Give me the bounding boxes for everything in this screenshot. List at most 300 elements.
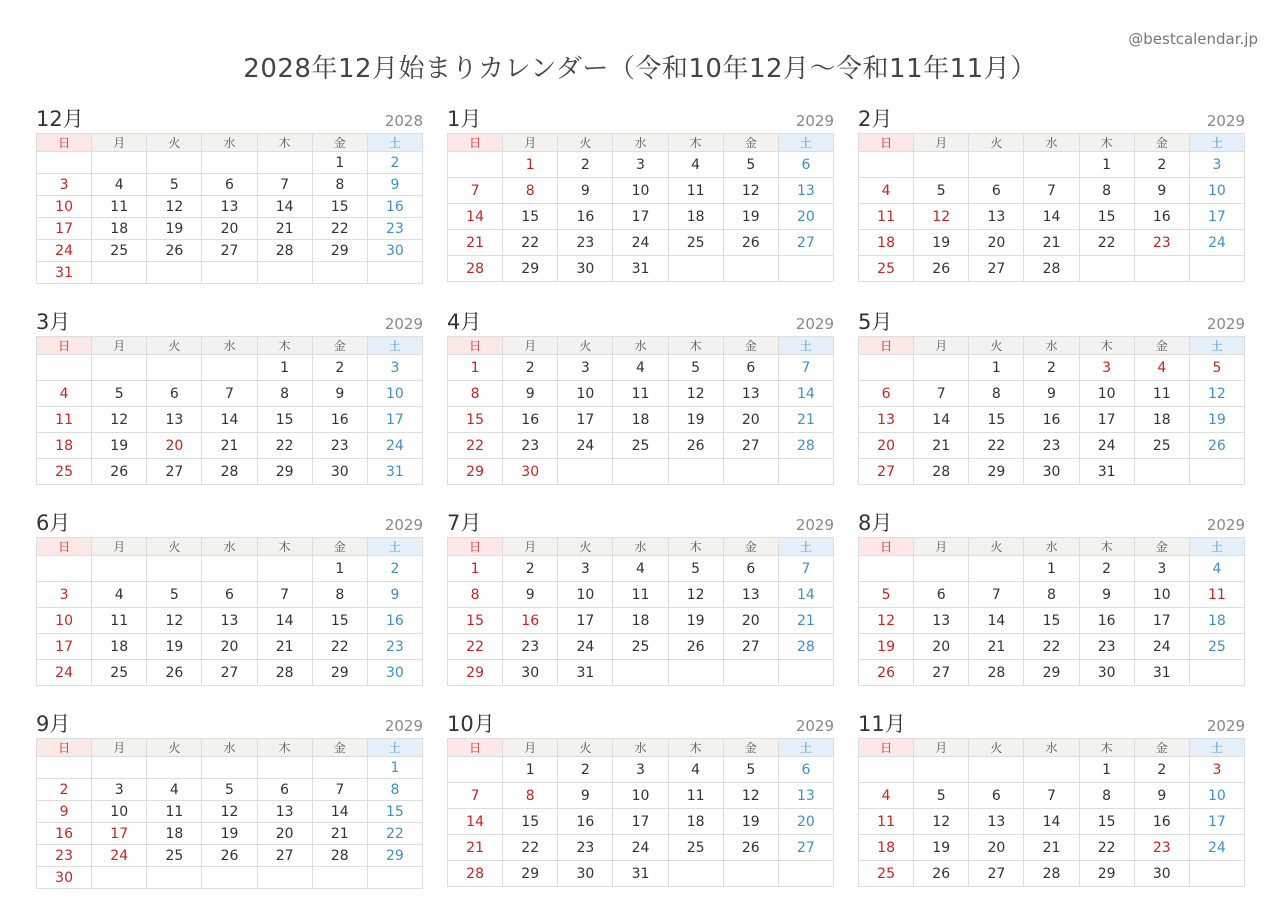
day-cell: 19 <box>668 608 723 634</box>
empty-day-cell <box>1134 459 1189 485</box>
day-cell: 29 <box>257 459 312 485</box>
day-cell: 29 <box>503 256 558 282</box>
month-header <box>858 107 1245 131</box>
weekday-label: 木 <box>668 739 723 757</box>
day-cell: 16 <box>1079 608 1134 634</box>
empty-day-cell <box>668 861 723 887</box>
weekday-label: 火 <box>147 134 202 152</box>
day-cell: 23 <box>558 835 613 861</box>
day-cell: 21 <box>914 433 969 459</box>
day-cell: 26 <box>147 660 202 686</box>
day-cell: 9 <box>1024 381 1079 407</box>
day-cell: 24 <box>1079 433 1134 459</box>
day-cell: 14 <box>257 608 312 634</box>
month-calendar <box>447 511 834 686</box>
weekday-label: 土 <box>1189 538 1244 556</box>
day-cell: 6 <box>914 582 969 608</box>
day-cell: 12 <box>202 801 257 823</box>
day-cell: 16 <box>558 809 613 835</box>
empty-day-cell <box>778 660 833 686</box>
day-cell: 2 <box>1134 152 1189 178</box>
day-cell: 8 <box>1079 178 1134 204</box>
day-cell: 5 <box>723 152 778 178</box>
month-name: 9月 <box>36 712 71 736</box>
empty-day-cell <box>147 757 202 779</box>
weekday-label: 月 <box>503 134 558 152</box>
week-row <box>448 757 834 783</box>
weekday-label: 月 <box>914 134 969 152</box>
weekday-label: 土 <box>778 337 833 355</box>
day-cell: 14 <box>778 582 833 608</box>
empty-day-cell <box>367 867 422 889</box>
day-cell: 18 <box>1189 608 1244 634</box>
weekday-label: 金 <box>312 337 367 355</box>
day-cell: 18 <box>92 218 147 240</box>
week-row <box>859 835 1245 861</box>
day-cell: 5 <box>1189 355 1244 381</box>
day-cell: 2 <box>37 779 92 801</box>
day-cell: 20 <box>969 835 1024 861</box>
day-cell: 27 <box>257 845 312 867</box>
weekday-label: 金 <box>312 134 367 152</box>
day-cell: 7 <box>778 355 833 381</box>
month-name: 3月 <box>36 310 71 334</box>
month-header <box>36 712 423 736</box>
day-cell: 6 <box>257 779 312 801</box>
day-cell: 31 <box>613 256 668 282</box>
day-cell: 8 <box>503 178 558 204</box>
weekday-label: 水 <box>1024 337 1079 355</box>
empty-day-cell <box>202 355 257 381</box>
day-cell: 14 <box>312 801 367 823</box>
day-cell: 14 <box>1024 204 1079 230</box>
empty-day-cell <box>448 152 503 178</box>
month-name: 4月 <box>447 310 482 334</box>
month-year: 2029 <box>795 112 834 130</box>
month-calendar <box>36 712 423 889</box>
day-cell: 7 <box>257 174 312 196</box>
weekday-label: 水 <box>613 337 668 355</box>
empty-day-cell <box>202 757 257 779</box>
weekday-label: 月 <box>92 538 147 556</box>
day-cell: 5 <box>914 178 969 204</box>
day-cell: 15 <box>312 196 367 218</box>
day-cell: 18 <box>859 230 914 256</box>
day-cell: 16 <box>503 407 558 433</box>
day-cell: 17 <box>92 823 147 845</box>
day-cell: 26 <box>914 861 969 887</box>
empty-day-cell <box>778 256 833 282</box>
day-cell: 8 <box>448 381 503 407</box>
week-row <box>37 867 423 889</box>
month-year: 2029 <box>384 516 423 534</box>
week-row <box>37 174 423 196</box>
empty-day-cell <box>613 459 668 485</box>
day-cell: 20 <box>723 608 778 634</box>
day-cell: 5 <box>668 556 723 582</box>
day-cell: 11 <box>859 204 914 230</box>
day-cell: 21 <box>448 835 503 861</box>
day-cell: 17 <box>613 204 668 230</box>
day-cell: 29 <box>312 240 367 262</box>
week-row <box>37 660 423 686</box>
weekday-header-row <box>859 739 1245 757</box>
day-cell: 14 <box>448 809 503 835</box>
month-calendar <box>447 712 834 889</box>
day-cell: 9 <box>1134 178 1189 204</box>
weekday-label: 水 <box>613 134 668 152</box>
weekday-label: 水 <box>202 739 257 757</box>
week-row <box>859 230 1245 256</box>
day-cell: 2 <box>1079 556 1134 582</box>
weekday-label: 木 <box>1079 739 1134 757</box>
day-cell: 29 <box>312 660 367 686</box>
day-cell: 6 <box>778 757 833 783</box>
day-cell: 20 <box>723 407 778 433</box>
day-cell: 10 <box>558 381 613 407</box>
day-cell: 5 <box>914 783 969 809</box>
week-row <box>859 459 1245 485</box>
empty-day-cell <box>448 757 503 783</box>
weekday-label: 月 <box>914 739 969 757</box>
week-row <box>859 178 1245 204</box>
day-cell: 14 <box>257 196 312 218</box>
day-cell: 22 <box>969 433 1024 459</box>
page-title: 2028年12月始まりカレンダー（令和10年12月〜令和11年11月） <box>243 54 1037 84</box>
day-cell: 20 <box>202 634 257 660</box>
weekday-label: 月 <box>92 134 147 152</box>
weekday-label: 木 <box>668 337 723 355</box>
month-header <box>447 712 834 736</box>
day-cell: 17 <box>1189 809 1244 835</box>
day-cell: 4 <box>92 174 147 196</box>
month-year: 2029 <box>795 717 834 735</box>
day-cell: 16 <box>367 196 422 218</box>
day-cell: 10 <box>37 196 92 218</box>
empty-day-cell <box>723 256 778 282</box>
month-table <box>36 537 423 686</box>
day-cell: 3 <box>1189 152 1244 178</box>
day-cell: 23 <box>312 433 367 459</box>
empty-day-cell <box>914 757 969 783</box>
day-cell: 14 <box>914 407 969 433</box>
day-cell: 14 <box>448 204 503 230</box>
day-cell: 28 <box>312 845 367 867</box>
month-calendar <box>858 712 1245 889</box>
day-cell: 27 <box>147 459 202 485</box>
empty-day-cell <box>312 867 367 889</box>
day-cell: 18 <box>668 204 723 230</box>
empty-day-cell <box>257 262 312 284</box>
week-row <box>37 218 423 240</box>
day-cell: 11 <box>147 801 202 823</box>
day-cell: 24 <box>367 433 422 459</box>
day-cell: 21 <box>1024 835 1079 861</box>
day-cell: 11 <box>613 381 668 407</box>
empty-day-cell <box>668 660 723 686</box>
day-cell: 14 <box>1024 809 1079 835</box>
day-cell: 15 <box>503 204 558 230</box>
day-cell: 11 <box>92 608 147 634</box>
day-cell: 19 <box>668 407 723 433</box>
day-cell: 20 <box>778 204 833 230</box>
day-cell: 2 <box>558 152 613 178</box>
day-cell: 30 <box>503 459 558 485</box>
weekday-label: 水 <box>1024 134 1079 152</box>
weekday-label: 水 <box>202 337 257 355</box>
weekday-label: 火 <box>558 134 613 152</box>
day-cell: 3 <box>1134 556 1189 582</box>
day-cell: 7 <box>969 582 1024 608</box>
day-cell: 6 <box>969 783 1024 809</box>
weekday-label: 金 <box>1134 337 1189 355</box>
day-cell: 30 <box>1024 459 1079 485</box>
day-cell: 16 <box>1134 204 1189 230</box>
day-cell: 26 <box>914 256 969 282</box>
weekday-header-row <box>448 538 834 556</box>
day-cell: 18 <box>37 433 92 459</box>
day-cell: 13 <box>778 178 833 204</box>
day-cell: 23 <box>367 634 422 660</box>
empty-day-cell <box>202 867 257 889</box>
day-cell: 16 <box>1134 809 1189 835</box>
day-cell: 15 <box>1024 608 1079 634</box>
day-cell: 25 <box>613 634 668 660</box>
week-row <box>448 809 834 835</box>
week-row <box>448 459 834 485</box>
weekday-label: 日 <box>859 739 914 757</box>
day-cell: 27 <box>914 660 969 686</box>
empty-day-cell <box>914 355 969 381</box>
weekday-label: 金 <box>1134 538 1189 556</box>
week-row <box>37 845 423 867</box>
month-calendar <box>36 511 423 686</box>
day-cell: 9 <box>312 381 367 407</box>
month-calendar <box>447 310 834 485</box>
month-name: 1月 <box>447 107 482 131</box>
day-cell: 20 <box>778 809 833 835</box>
weekday-label: 月 <box>503 739 558 757</box>
day-cell: 26 <box>859 660 914 686</box>
week-row <box>37 757 423 779</box>
day-cell: 28 <box>1024 861 1079 887</box>
weekday-label: 木 <box>257 337 312 355</box>
weekday-header-row <box>859 538 1245 556</box>
day-cell: 4 <box>859 178 914 204</box>
day-cell: 27 <box>778 230 833 256</box>
day-cell: 31 <box>613 861 668 887</box>
day-cell: 28 <box>448 256 503 282</box>
day-cell: 12 <box>147 608 202 634</box>
day-cell: 5 <box>668 355 723 381</box>
weekday-label: 金 <box>312 538 367 556</box>
empty-day-cell <box>312 262 367 284</box>
day-cell: 22 <box>312 634 367 660</box>
day-cell: 15 <box>969 407 1024 433</box>
day-cell: 2 <box>367 556 422 582</box>
month-table <box>858 738 1245 887</box>
empty-day-cell <box>914 556 969 582</box>
day-cell: 11 <box>92 196 147 218</box>
week-row <box>859 355 1245 381</box>
week-row <box>37 634 423 660</box>
empty-day-cell <box>859 757 914 783</box>
day-cell: 1 <box>448 355 503 381</box>
weekday-label: 水 <box>1024 739 1079 757</box>
week-row <box>448 783 834 809</box>
day-cell: 24 <box>558 634 613 660</box>
day-cell: 13 <box>257 801 312 823</box>
day-cell: 22 <box>312 218 367 240</box>
day-cell: 17 <box>558 407 613 433</box>
day-cell: 28 <box>257 240 312 262</box>
month-name: 5月 <box>858 310 893 334</box>
empty-day-cell <box>778 459 833 485</box>
day-cell: 29 <box>448 660 503 686</box>
month-name: 7月 <box>447 511 482 535</box>
day-cell: 7 <box>1024 783 1079 809</box>
week-row <box>448 381 834 407</box>
day-cell: 17 <box>1134 608 1189 634</box>
weekday-label: 木 <box>668 134 723 152</box>
day-cell: 1 <box>1024 556 1079 582</box>
day-cell: 13 <box>202 196 257 218</box>
weekday-label: 土 <box>1189 337 1244 355</box>
day-cell: 15 <box>257 407 312 433</box>
month-year: 2029 <box>384 717 423 735</box>
day-cell: 23 <box>367 218 422 240</box>
day-cell: 29 <box>1024 660 1079 686</box>
weekday-label: 土 <box>778 538 833 556</box>
day-cell: 26 <box>202 845 257 867</box>
day-cell: 6 <box>202 174 257 196</box>
day-cell: 2 <box>1134 757 1189 783</box>
day-cell: 11 <box>668 178 723 204</box>
empty-day-cell <box>147 355 202 381</box>
weekday-header-row <box>37 538 423 556</box>
day-cell: 2 <box>367 152 422 174</box>
day-cell: 25 <box>1189 634 1244 660</box>
weekday-label: 日 <box>448 134 503 152</box>
day-cell: 2 <box>312 355 367 381</box>
day-cell: 6 <box>969 178 1024 204</box>
weekday-header-row <box>37 134 423 152</box>
week-row <box>859 256 1245 282</box>
weekday-label: 土 <box>778 739 833 757</box>
day-cell: 3 <box>367 355 422 381</box>
weekday-label: 日 <box>37 337 92 355</box>
day-cell: 11 <box>859 809 914 835</box>
weekday-label: 水 <box>613 538 668 556</box>
day-cell: 13 <box>859 407 914 433</box>
day-cell: 17 <box>367 407 422 433</box>
day-cell: 10 <box>558 582 613 608</box>
empty-day-cell <box>969 152 1024 178</box>
day-cell: 7 <box>257 582 312 608</box>
day-cell: 25 <box>668 230 723 256</box>
weekday-label: 火 <box>147 337 202 355</box>
month-header <box>36 107 423 131</box>
day-cell: 3 <box>558 556 613 582</box>
day-cell: 15 <box>367 801 422 823</box>
weekday-label: 水 <box>202 538 257 556</box>
day-cell: 12 <box>914 204 969 230</box>
day-cell: 31 <box>1134 660 1189 686</box>
day-cell: 31 <box>37 262 92 284</box>
day-cell: 7 <box>1024 178 1079 204</box>
day-cell: 24 <box>92 845 147 867</box>
day-cell: 27 <box>969 256 1024 282</box>
empty-day-cell <box>668 256 723 282</box>
day-cell: 9 <box>37 801 92 823</box>
empty-day-cell <box>202 152 257 174</box>
week-row <box>37 152 423 174</box>
weekday-label: 火 <box>969 739 1024 757</box>
day-cell: 21 <box>1024 230 1079 256</box>
week-row <box>859 407 1245 433</box>
weekday-label: 金 <box>312 739 367 757</box>
day-cell: 19 <box>147 218 202 240</box>
empty-day-cell <box>37 757 92 779</box>
day-cell: 19 <box>859 634 914 660</box>
week-row <box>448 256 834 282</box>
day-cell: 27 <box>202 660 257 686</box>
week-row <box>859 582 1245 608</box>
day-cell: 13 <box>914 608 969 634</box>
day-cell: 16 <box>558 204 613 230</box>
empty-day-cell <box>147 867 202 889</box>
day-cell: 24 <box>613 835 668 861</box>
week-row <box>37 433 423 459</box>
month-table <box>36 133 423 284</box>
day-cell: 3 <box>613 757 668 783</box>
day-cell: 31 <box>558 660 613 686</box>
month-name: 8月 <box>858 511 893 535</box>
weekday-label: 木 <box>668 538 723 556</box>
week-row <box>448 861 834 887</box>
week-row <box>448 230 834 256</box>
month-calendar <box>36 107 423 284</box>
day-cell: 7 <box>778 556 833 582</box>
day-cell: 7 <box>312 779 367 801</box>
day-cell: 16 <box>312 407 367 433</box>
weekday-label: 月 <box>503 337 558 355</box>
day-cell: 24 <box>558 433 613 459</box>
day-cell: 22 <box>503 835 558 861</box>
day-cell: 2 <box>503 556 558 582</box>
weekday-label: 金 <box>1134 739 1189 757</box>
day-cell: 3 <box>92 779 147 801</box>
day-cell: 30 <box>367 660 422 686</box>
empty-day-cell <box>37 355 92 381</box>
month-year: 2029 <box>1206 717 1245 735</box>
day-cell: 5 <box>147 582 202 608</box>
month-table <box>858 133 1245 282</box>
week-row <box>37 381 423 407</box>
day-cell: 13 <box>969 809 1024 835</box>
day-cell: 7 <box>202 381 257 407</box>
weekday-label: 日 <box>448 739 503 757</box>
day-cell: 17 <box>1079 407 1134 433</box>
day-cell: 19 <box>723 809 778 835</box>
day-cell: 26 <box>668 634 723 660</box>
day-cell: 29 <box>1079 861 1134 887</box>
day-cell: 5 <box>92 381 147 407</box>
day-cell: 12 <box>92 407 147 433</box>
day-cell: 27 <box>723 634 778 660</box>
day-cell: 28 <box>257 660 312 686</box>
day-cell: 3 <box>613 152 668 178</box>
